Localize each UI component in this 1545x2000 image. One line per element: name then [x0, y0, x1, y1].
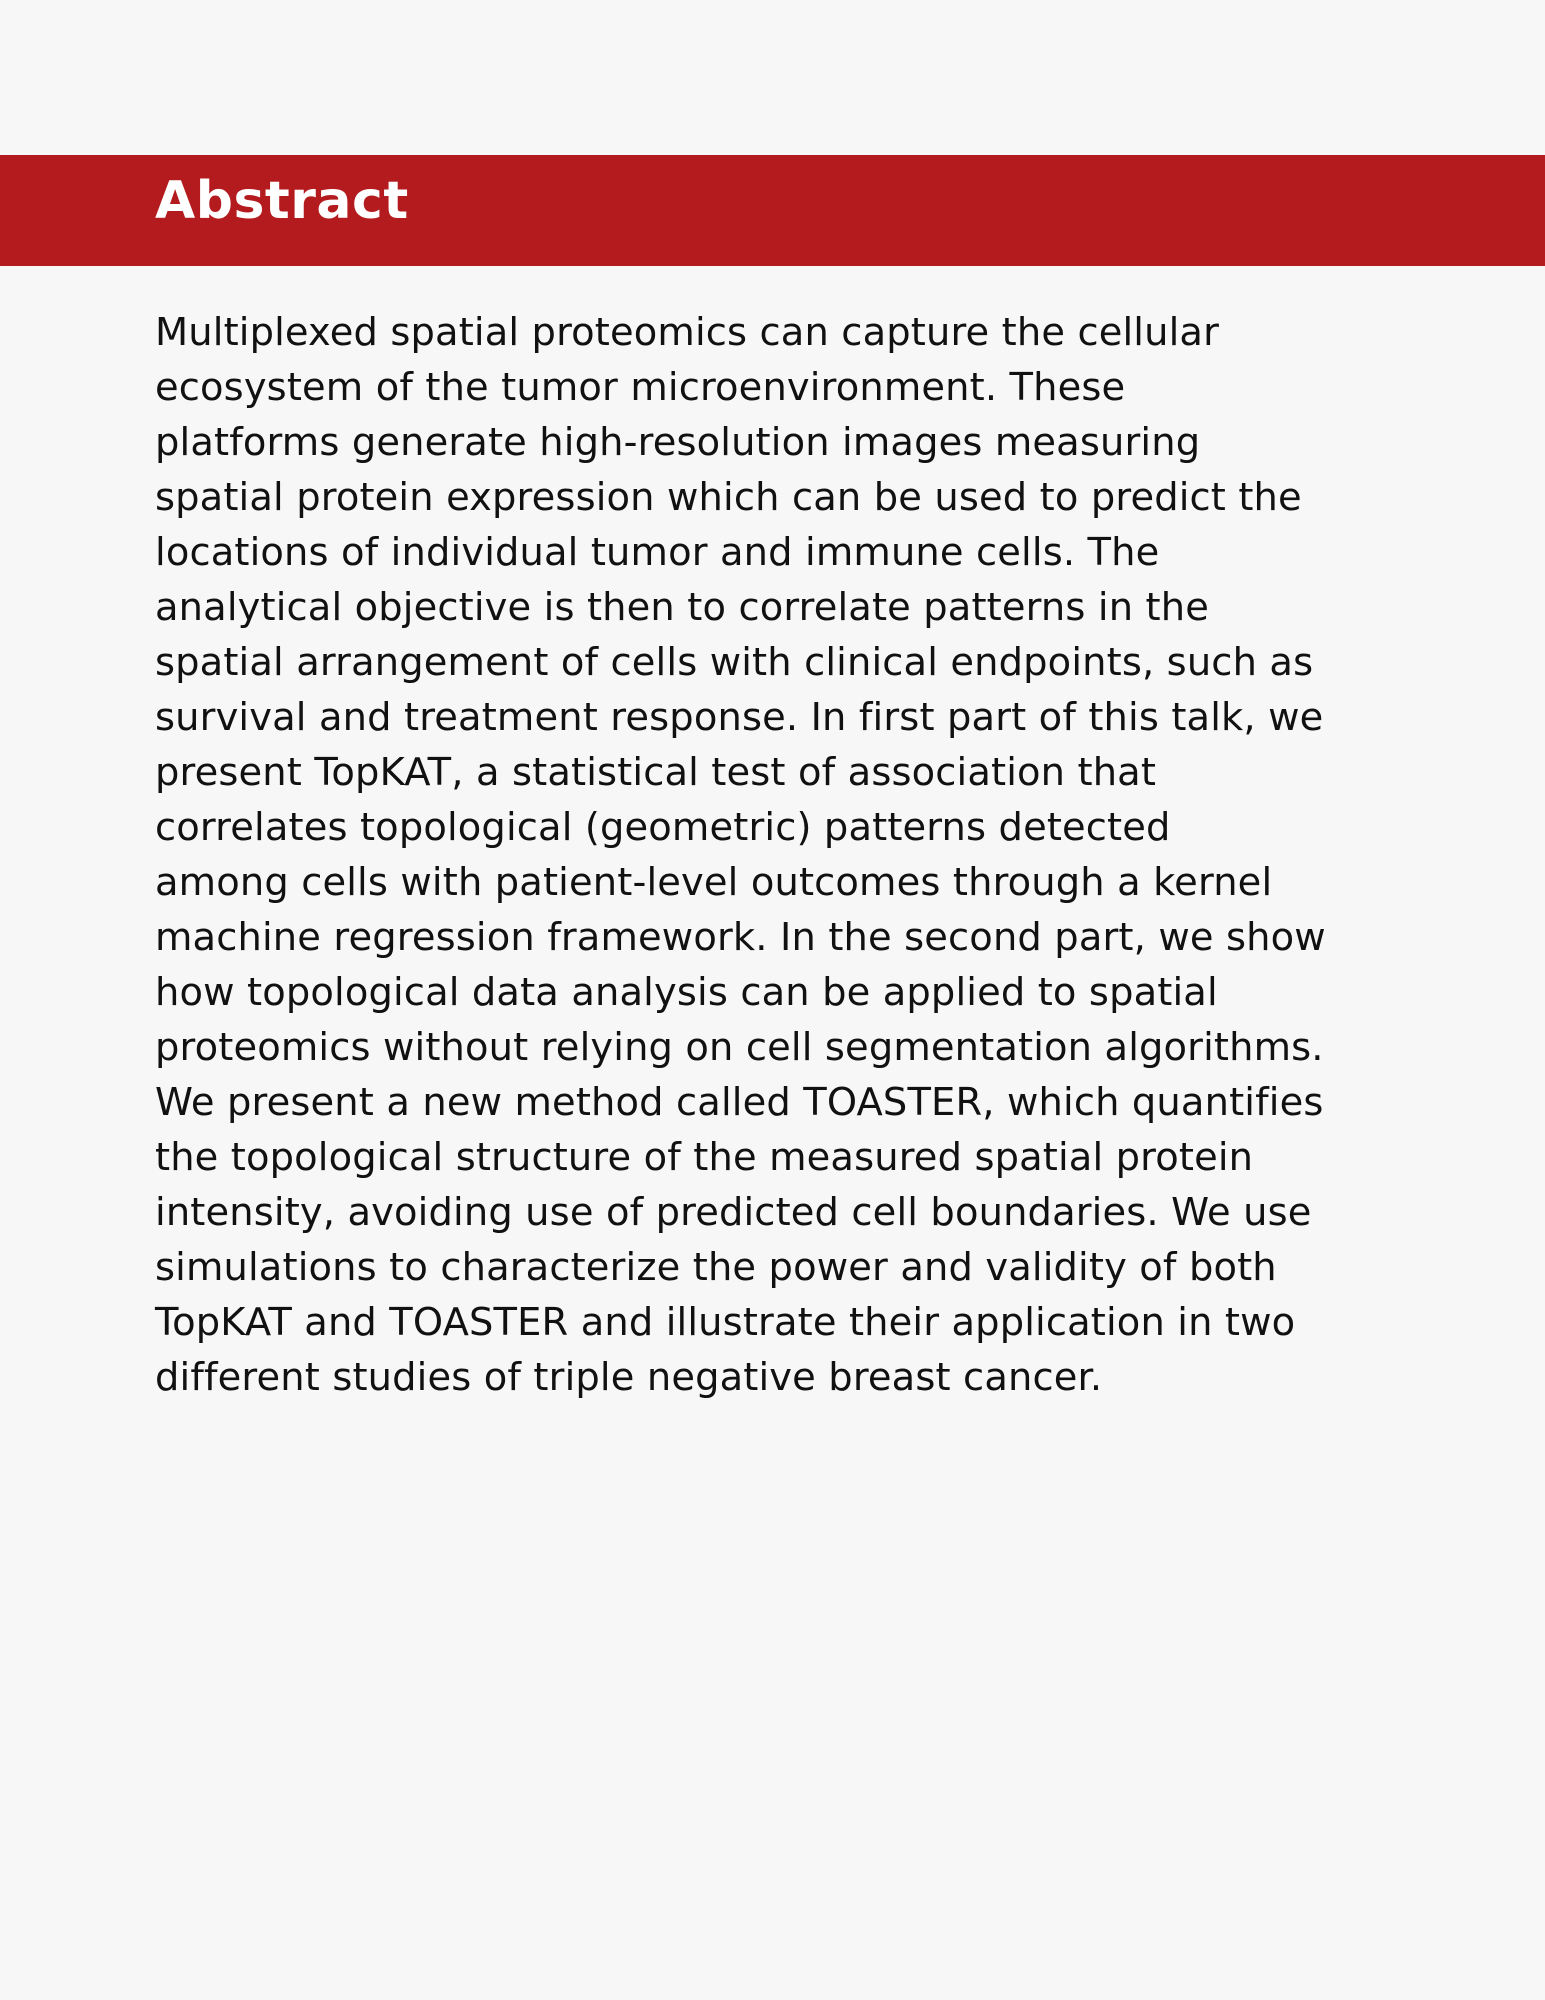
- abstract-line: ecosystem of the tumor microenvironment. These: [155, 365, 1126, 410]
- abstract-line: survival and treatment response. In first part of this talk, we: [155, 695, 1324, 740]
- abstract-line: spatial protein expression which can be used to predict the: [155, 475, 1302, 520]
- abstract-line: machine regression framework. In the second part, we show: [155, 915, 1326, 960]
- abstract-line: analytical objective is then to correlate patterns in the: [155, 585, 1210, 630]
- abstract-line: locations of individual tumor and immune cells. The: [155, 530, 1160, 575]
- abstract-line: proteomics without relying on cell segmentation algorithms.: [155, 1025, 1324, 1070]
- abstract-line: Multiplexed spatial proteomics can capture the cellular: [155, 310, 1220, 355]
- abstract-line: spatial arrangement of cells with clinical endpoints, such as: [155, 640, 1314, 685]
- abstract-line: present TopKAT, a statistical test of association that: [155, 750, 1157, 795]
- abstract-line: the topological structure of the measured spatial protein: [155, 1135, 1254, 1180]
- abstract-text: [155, 305, 1405, 1405]
- abstract-line: simulations to characterize the power and validity of both: [155, 1245, 1277, 1290]
- abstract-line: correlates topological (geometric) patterns detected: [155, 805, 1171, 850]
- abstract-line: TopKAT and TOASTER and illustrate their application in two: [155, 1300, 1296, 1345]
- abstract-line: platforms generate high-resolution images measuring: [155, 420, 1201, 465]
- section-title: Abstract: [155, 171, 409, 231]
- abstract-line: among cells with patient-level outcomes through a kernel: [155, 860, 1273, 905]
- abstract-line: different studies of triple negative breast cancer.: [155, 1355, 1103, 1400]
- abstract-line: intensity, avoiding use of predicted cell boundaries. We use: [155, 1190, 1312, 1235]
- abstract-line: We present a new method called TOASTER, which quantifies: [155, 1080, 1324, 1125]
- abstract-line: how topological data analysis can be applied to spatial: [155, 970, 1218, 1015]
